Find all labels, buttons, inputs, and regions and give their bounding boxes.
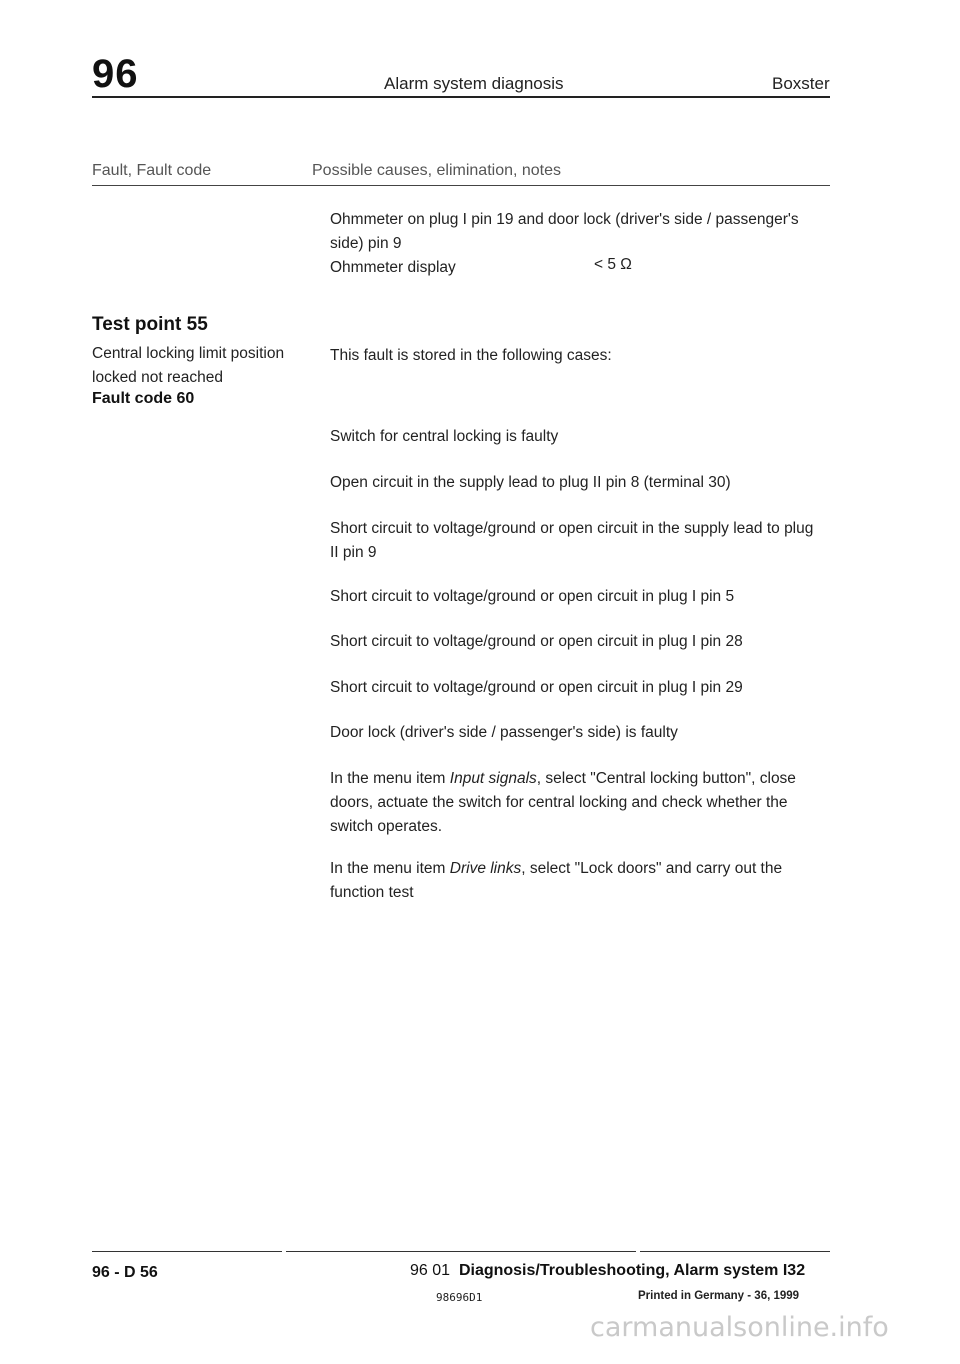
ohmmeter-instruction-line1: Ohmmeter on plug I pin 19 and door lock (driver's side / passenger's xyxy=(330,211,799,228)
menu-item-input-signals: Input signals xyxy=(449,770,537,787)
footer-divider-left xyxy=(92,1251,282,1252)
fault-column-heading: Fault, Fault code xyxy=(92,162,212,179)
check-input-signals-line3: switch operates. xyxy=(330,818,442,835)
ohmmeter-instruction-line2: side) pin 9 xyxy=(330,235,402,252)
footer-section-title: Diagnosis/Troubleshooting, Alarm system I32 xyxy=(458,1262,806,1279)
cause-item-3-line1: Short circuit to voltage/ground or open circuit in the supply lead to plug xyxy=(330,520,814,537)
cause-item-5: Short circuit to voltage/ground or open circuit in plug I pin 28 xyxy=(330,633,743,650)
ohmmeter-instruction xyxy=(330,208,830,256)
cause-item-1: Switch for central locking is faulty xyxy=(330,428,559,445)
causes-column-heading: Possible causes, elimination, notes xyxy=(312,162,562,179)
page-number: 96 - D 56 xyxy=(92,1264,158,1281)
check-drive-links xyxy=(330,857,830,905)
column-heading-divider xyxy=(92,185,830,186)
chapter-number: 96 xyxy=(92,52,139,96)
check-drive-links-pre: In the menu item xyxy=(330,860,450,877)
check-input-signals-post: , select "Central locking button", close xyxy=(536,770,796,787)
check-drive-links-line1 xyxy=(330,857,830,881)
page-header-title: Alarm system diagnosis xyxy=(384,74,564,93)
cause-item-3 xyxy=(330,517,830,565)
footer-section-number: 96 01 xyxy=(410,1262,451,1279)
check-input-signals-line1 xyxy=(330,767,830,791)
check-drive-links-post: , select "Lock doors" and carry out the xyxy=(521,860,783,877)
test-point-description xyxy=(92,342,302,390)
fault-code: Fault code 60 xyxy=(92,390,195,407)
ohmmeter-display-label: Ohmmeter display xyxy=(330,259,456,276)
footer-section xyxy=(410,1262,805,1280)
test-point-title: Test point 55 xyxy=(92,314,208,335)
page-header-model: Boxster xyxy=(772,74,830,93)
cause-item-6: Short circuit to voltage/ground or open circuit in plug I pin 29 xyxy=(330,679,743,696)
print-info: Printed in Germany - 36, 1999 xyxy=(638,1290,800,1302)
cause-item-3-line2: II pin 9 xyxy=(330,544,377,561)
document-number: 98696D1 xyxy=(436,1291,483,1304)
check-input-signals-line2: doors, actuate the switch for central locking and check whether the xyxy=(330,794,788,811)
cause-item-4: Short circuit to voltage/ground or open circuit in plug I pin 5 xyxy=(330,588,735,605)
test-point-description-line1: Central locking limit position xyxy=(92,345,285,362)
check-input-signals xyxy=(330,767,830,839)
stored-cases-intro: This fault is stored in the following cases: xyxy=(330,347,612,364)
ohmmeter-display-value: < 5 Ω xyxy=(594,256,632,273)
cause-item-2: Open circuit in the supply lead to plug II pin 8 (terminal 30) xyxy=(330,474,731,491)
cause-item-7: Door lock (driver's side / passenger's side) is faulty xyxy=(330,724,678,741)
footer-divider-middle xyxy=(286,1251,636,1252)
menu-item-drive-links: Drive links xyxy=(449,860,522,877)
header-divider xyxy=(92,96,830,98)
check-drive-links-line2: function test xyxy=(330,884,414,901)
test-point-description-line2: locked not reached xyxy=(92,369,223,386)
check-input-signals-pre: In the menu item xyxy=(330,770,450,787)
footer-divider-right xyxy=(640,1251,830,1252)
watermark: carmanualsonline.info xyxy=(590,1312,889,1343)
